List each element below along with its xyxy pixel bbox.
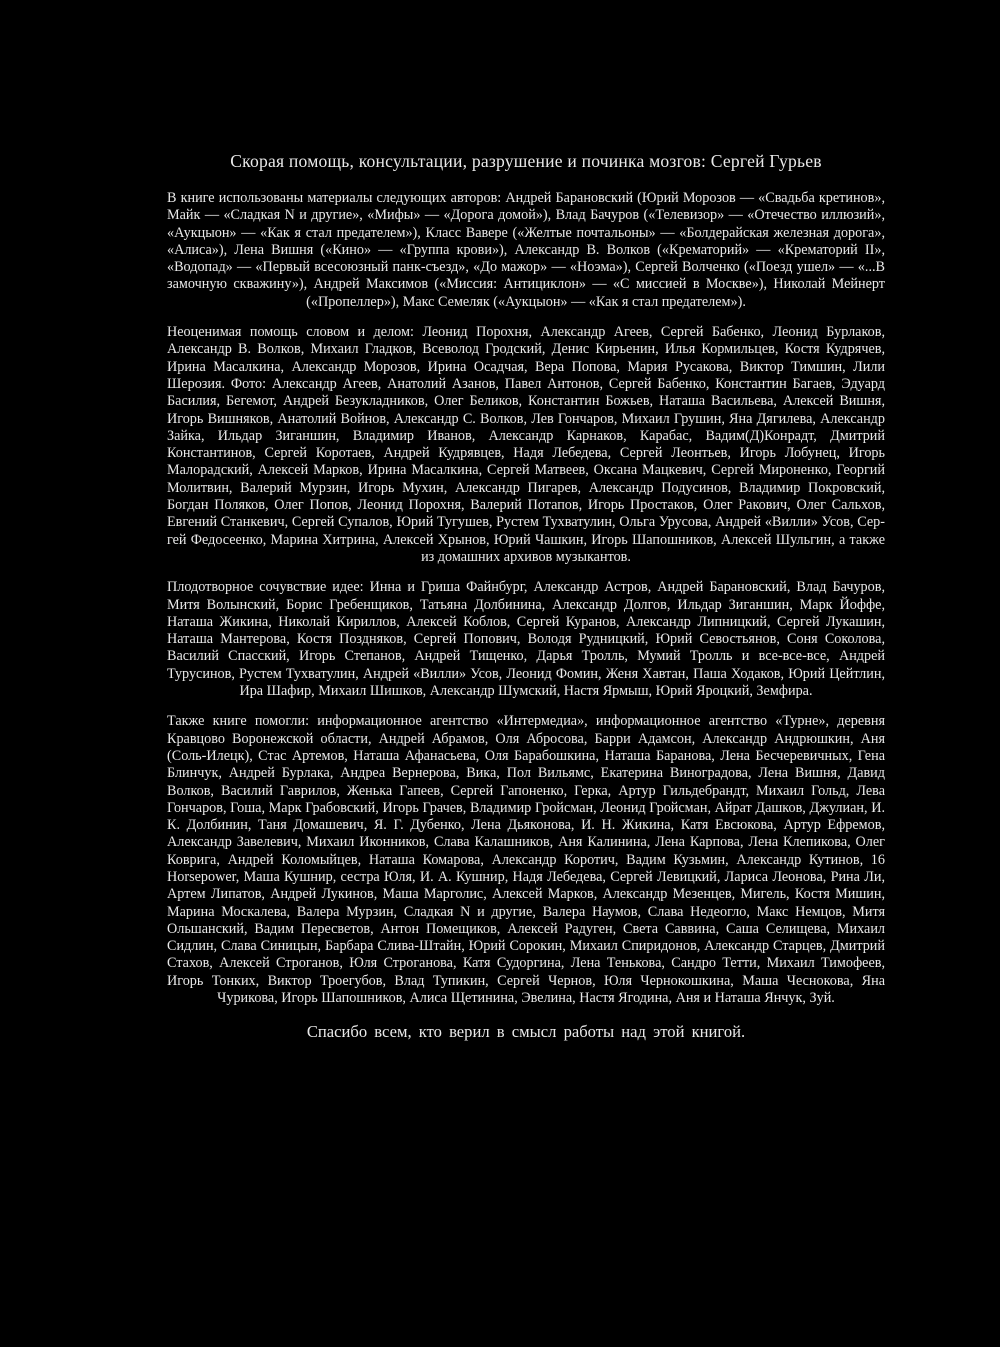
- sympathy-paragraph: Плодотворное сочувствие идее: Инна и Гриша Файнбург, Александр Астров, Андрей Барановский, Влад Бачуров, Митя Волынский, Борис Гребенщиков, Татьяна Долбинина, Александр Долгов, Ильдар Зиганшин, Марк Йоффе, Наташа Жикина, Николай Кириллов, Алексей Коблов, Сергей Куранов, Александр Липницкий, Сергей Лукашин, Наташа Мантерова, Костя Поздняков, Сергей Попович, Володя Рудницкий, Юрий Севостьянов, Соня Соколова, Василий Спасский, Игорь Степанов, Андрей Тищенко, Дарья Тролль, Мумий Тролль и все-все-все, Андрей Турусинов, Рустем Тухватулин, Андрей «Вилли» Усов, Леонид Фомин, Женя Хавтан, Паша Ходаков, Юрий Цейтлин, Ира Шафир, Михаил Шишков, Александр Шумский, Настя Ярмыш, Юрий Яроцкий, Земфира.: [167, 579, 885, 700]
- authors-paragraph: В книге использованы материалы следующих авторов: Андрей Барановский (Юрий Морозов — «Свадьба кретинов», Майк — «Сладкая N и другие», «Мифы» — «Дорога домой»), Влад Бачуров («Телевизор» — «Отечество иллюзий», «Аукцыон» — «Как я стал предателем»), Класс Вавере («Желтые почтальоны» — «Болдерайская железная дорога», «Алиса»), Лена Вишня («Кино» — «Группа крови»), Александр В. Волков («Крематорий» — «Крематорий II», «Водопад» — «Первый всесоюзный панк-съезд», «До мажор» — «Ноэма»), Сергей Волченко («Поезд ушел» — «...В замочную скважину»), Андрей Максимов («Миссия: Антициклон» — «С миссией в Москве»), Николай Мейнерт («Пропеллер»), Макс Семеляк («Аукцыон» — «Как я стал предателем»).: [167, 190, 885, 310]
- credits-page: [167, 150, 885, 1042]
- also-helped-paragraph: Также книге помогли: информационное агентство «Интермедиа», информационное агентство «Турне», деревня Кравцово Воронежской области, Андрей Абрамов, Оля Абросова, Барри Адамсон, Александр Андрюшкин, Аня (Соль-Илецк), Стас Артемов, Наташа Афанасьева, Оля Барабошкина, Наташа Баранова, Лена Бесчеревичных, Гена Блинчук, Андрей Бурлака, Андреа Вернерова, Вика, Пол Вильямс, Екатерина Виноградова, Лена Вишня, Давид Волков, Василий Гаврилов, Женька Гапеев, Сергей Гапоненко, Герка, Артур Гильдебрандт, Михаил Гольд, Лева Гончаров, Гоша, Марк Грабовский, Игорь Грачев, Владимир Гройсман, Леонид Гройсман, Айрат Дашков, Джулиан, И. К. Долбинин, Таня Домашевич, Я. Г. Дубенко, Лена Дьяконова, И. Н. Жикина, Катя Евсюкова, Артур Ефремов, Александр Завелевич, Михаил Иконников, Слава Калашников, Аня Калинина, Лена Карпова, Лена Клепикова, Олег Коврига, Андрей Коломыйцев, Наташа Комарова, Александр Коротич, Вадим Кузьмин, Александр Кутинов, 16 Horsepower, Маша Кушнир, сестра Юля, И. А. Кушнир, Надя Лебедева, Сергей Левицкий, Лариса Леонова, Рина Ли, Артем Липатов, Андрей Лукинов, Маша Марголис, Алексей Марков, Александр Мезенцев, Мигель, Костя Мишин, Марина Москалева, Валера Мурзин, Сладкая N и другие, Валера Наумов, Слава Недеогло, Макс Немцов, Митя Ольшанский, Вадим Пересветов, Антон Помещиков, Алексей Радуген, Света Саввина, Саша Селищева, Михаил Сидлин, Слава Синицын, Барбара Слива-Штайн, Юрий Сорокин, Михаил Спиридонов, Александр Старцев, Дмитрий Стахов, Алексей Строганов, Юля Строганова, Катя Судоргина, Лена Тенькова, Сандро Тетти, Михаил Тимофеев, Игорь Тонких, Виктор Троегубов, Влад Тупикин, Сергей Чернов, Юля Чернокошкина, Маша Чеснокова, Яна Чурикова, Игорь Шапошников, Алиса Щетинина, Эвелина, Настя Ягодина, Аня и Наташа Янчук, Зуй.: [167, 713, 885, 1007]
- page-heading: Скорая помощь, консультации, разрушение и починка мозгов: Сергей Гурьев: [230, 151, 822, 171]
- help-paragraph: Неоценимая помощь словом и делом: Леонид Порохня, Александр Агеев, Сергей Бабенко, Леонид Бурлаков, Александр В. Волков, Михаил Гладков, Всеволод Гродский, Денис Кирьенин, Илья Кормильцев, Костя Кудрячев, Ирина Масалкина, Александр Морозов, Ирина Осадчая, Вера Попова, Мария Русакова, Виктор Тимшин, Лили Шерозия. Фото: Александр Агеев, Анатолий Азанов, Павел Антонов, Сергей Бабенко, Константин Багаев, Эдуард Басилия, Бегемот, Андрей Безукладников, Олег Беликов, Константин Божьев, Наташа Васильева, Алексей Вишня, Игорь Вишняков, Анатолий Войнов, Александр С. Волков, Лев Гончаров, Михаил Грушин, Яна Дягилева, Александр Зайка, Ильдар Зиганшин, Владимир Иванов, Александр Карнаков, Карабас, Вадим(Д)Конрадт, Дмитрий Константинов, Сергей Коротаев, Андрей Кудрявцев, Надя Лебедева, Сергей Леонтьев, Игорь Лобунец, Игорь Малорадский, Алексей Марков, Ирина Масалкина, Сергей Матвеев, Оксана Мацкевич, Сергей Мироненко, Георгий Молитвин, Валерий Мурзин, Игорь Мухин, Александр Пигарев, Александр Подусинов, Владимир Покровский, Богдан Поляков, Олег Попов, Леонид Порохня, Валерий Потапов, Игорь Простаков, Олег Ракович, Олег Сальхов, Евгений Станкевич, Сергей Супалов, Юрий Тугушев, Рустем Тухватулин, Ольга Урусова, Андрей «Вилли» Усов, Сергей Федосеенко, Марина Хитрина, Алексей Хрынов, Юрий Чашкин, Игорь Шапошников, Алексей Шульгин, а также из домашних архивов музыкантов.: [167, 324, 885, 565]
- closing-thanks: Спасибо всем, кто верил в смысл работы над этой книгой.: [306, 1022, 746, 1042]
